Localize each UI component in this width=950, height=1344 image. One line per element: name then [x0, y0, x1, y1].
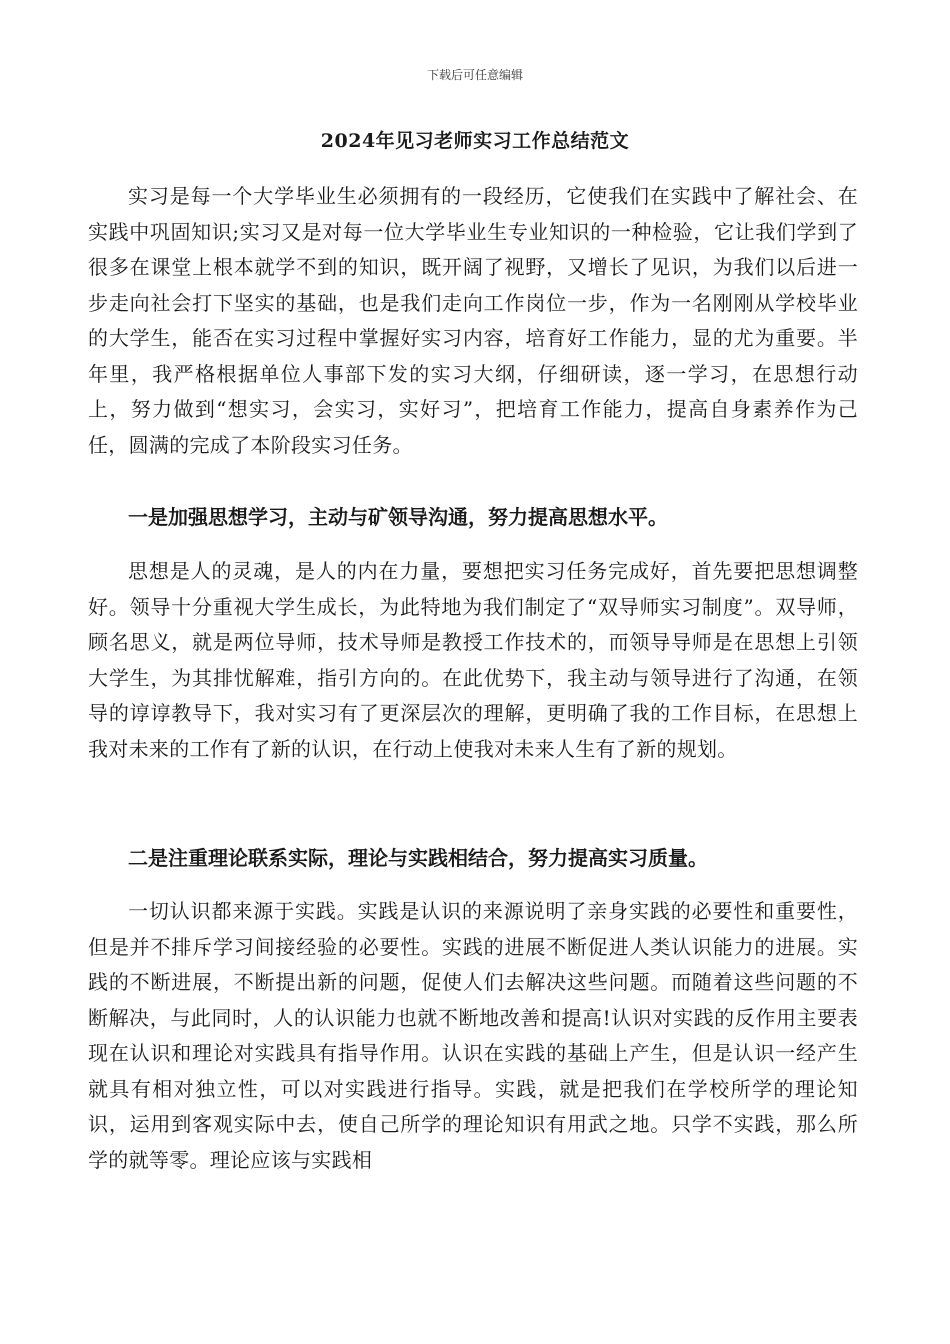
document-title: 2024年见习老师实习工作总结范文: [320, 130, 630, 152]
section-2-heading: 二是注重理论联系实际，理论与实践相结合，努力提高实习质量。: [128, 846, 708, 870]
section-2-paragraph: 一切认识都来源于实践。实践是认识的来源说明了亲身实践的必要性和重要性，但是并不排斥学习间接经验的必要性。实践的进展不断促进人类认识能力的进展。实践的不断进展，不断提出新的问题，促使人们去解决这些问题。而随着这些问题的不断解决，与此同时，人的认识能力也就不断地改善和提高!认识对实践的反作用主要表现在认识和理论对实践具有指导作用。认识在实践的基础上产生，但是认识一经产生就具有相对独立性，可以对实践进行指导。实践，就是把我们在学校所学的理论知识，运用到客观实际中去，使自己所学的理论知识有用武之地。只学不实践，那么所学的就等零。理论应该与实践相: [88, 899, 858, 1172]
header-note: 下载后可任意编辑: [426, 68, 523, 82]
intro-paragraph: 实习是每一个大学毕业生必须拥有的一段经历，它使我们在实践中了解社会、在实践中巩固知识;实习又是对每一位大学毕业生专业知识的一种检验，它让我们学到了很多在课堂上根本就学不到的知识，既开阔了视野，又增长了见识，为我们以后进一步走向社会打下坚实的基础，也是我们走向工作岗位一步，作为一名刚刚从学校毕业的大学生，能否在实习过程中掌握好实习内容，培育好工作能力，显的尤为重要。半年里，我严格根据单位人事部下发的实习大纲，仔细研读，逐一学习，在思想行动上，努力做到“想实习，会实习，实好习”，把培育工作能力，提高自身素养作为己任，圆满的完成了本阶段实习任务。: [88, 184, 858, 457]
section-1-heading: 一是加强思想学习，主动与矿领导沟通，努力提高思想水平。: [128, 505, 668, 529]
section-1-paragraph: 思想是人的灵魂，是人的内在力量，要想把实习任务完成好，首先要把思想调整好。领导十分重视大学生成长，为此特地为我们制定了“双导师实习制度”。双导师，顾名思义，就是两位导师，技术导师是教授工作技术的，而领导导师是在思想上引领大学生，为其排忧解难，指引方向的。在此优势下，我主动与领导进行了沟通，在领导的谆谆教导下，我对实习有了更深层次的理解，更明确了我的工作目标，在思想上我对未来的工作有了新的认识，在行动上使我对未来人生有了新的规划。: [88, 559, 858, 761]
